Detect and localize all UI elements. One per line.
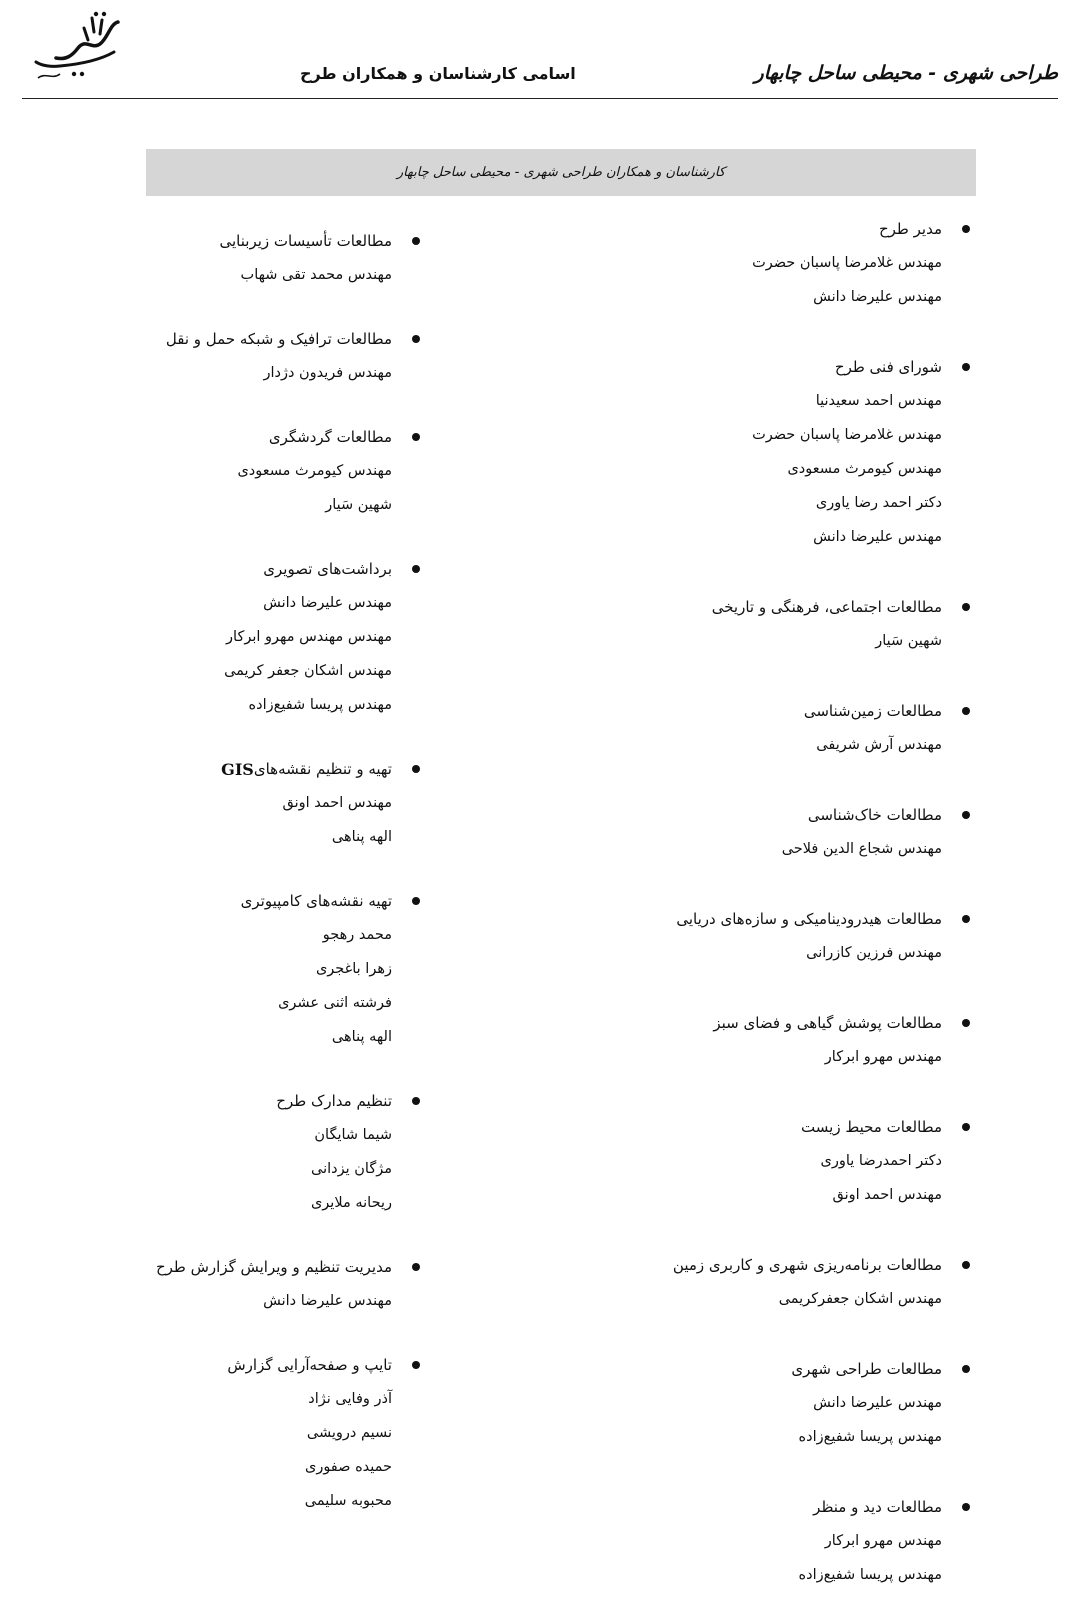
section-title (540, 212, 970, 246)
person-name: مهندس آرش شریفی (816, 737, 942, 753)
section-title-text: مطالعات طراحی شهری (791, 1360, 942, 1378)
right-column (540, 212, 970, 1592)
section-title (60, 224, 420, 258)
section-title-text: مطالعات ترافیک و شبکه حمل و نقل (165, 330, 392, 348)
person-name: آذر وفایی نژاد (308, 1391, 392, 1407)
bullet-icon (962, 603, 970, 611)
section-title (60, 752, 420, 786)
header-subtitle: اسامی کارشناسان و همکاران طرح (300, 64, 576, 83)
person-name: مهندس غلامرضا پاسبان حضرت (752, 427, 942, 443)
section (60, 884, 420, 1054)
person-name: مژگان یزدانی (311, 1161, 392, 1177)
person-name: مهندس اشکان جعفر کریمی (224, 663, 392, 679)
bullet-icon (962, 707, 970, 715)
bullet-icon (412, 433, 420, 441)
section-title (540, 694, 970, 728)
person-name: شیما شایگان (314, 1127, 392, 1143)
section (540, 350, 970, 554)
person-name: مهندس احمد سعیدنیا (815, 393, 942, 409)
section-title-text: مطالعات هیدرودینامیکی و سازه‌های دریایی (676, 910, 942, 928)
section (540, 1006, 970, 1074)
person-name: ریحانه ملایری (310, 1195, 392, 1211)
person-name: مهندس پریسا شفیع‌زاده (248, 697, 392, 713)
person-name: مهندس کیومرث مسعودی (787, 461, 942, 477)
person-name: مهندس علیرضا دانش (263, 595, 392, 611)
bullet-icon (412, 335, 420, 343)
section (60, 1348, 420, 1518)
header-title: طراحی شهری - محیطی ساحل چابهار (754, 62, 1058, 84)
person-name: مهندس علیرضا دانش (813, 1395, 942, 1411)
person-name: نسیم درویشی (306, 1425, 392, 1441)
person-name: مهندس علیرضا دانش (813, 529, 942, 545)
person-name: زهرا باغجری (315, 961, 392, 977)
bullet-icon (412, 897, 420, 905)
section-title-acronym: GIS (221, 759, 254, 779)
section-title (540, 1006, 970, 1040)
section-banner: کارشناسان و همکاران طراحی شهری - محیطی ساحل چابهار (146, 149, 976, 196)
section-title-text: شورای فنی طرح (834, 358, 942, 376)
person-name: مهندس احمد اونق (832, 1187, 942, 1203)
section-title (540, 350, 970, 384)
person-name: الهه پناهی (331, 829, 392, 845)
section (540, 212, 970, 314)
section (60, 752, 420, 854)
person-name: الهه پناهی (331, 1029, 392, 1045)
section-title (60, 420, 420, 454)
section-title-text: مطالعات زمین‌شناسی (803, 702, 942, 720)
section (540, 798, 970, 866)
bullet-icon (962, 811, 970, 819)
person-name: مهندس مهندس مهرو ابرکار (226, 629, 392, 645)
person-name: شهین سَیار (325, 497, 392, 513)
bullet-icon (412, 1361, 420, 1369)
bullet-icon (962, 1365, 970, 1373)
section-title-text: مطالعات تأسیسات زیربنایی (219, 232, 392, 250)
company-logo-icon (30, 8, 122, 88)
person-name: محبوبه سلیمی (304, 1493, 392, 1509)
section-title (540, 902, 970, 936)
bullet-icon (412, 237, 420, 245)
header-divider (22, 98, 1058, 99)
section (540, 1352, 970, 1454)
section-title-text: مدیر طرح (878, 220, 942, 238)
section (540, 694, 970, 762)
section-title (60, 552, 420, 586)
bullet-icon (962, 1123, 970, 1131)
section-title (540, 1352, 970, 1386)
section-title (540, 1110, 970, 1144)
person-name: مهندس کیومرث مسعودی (237, 463, 392, 479)
person-name: مهندس فرزین کازرانی (806, 945, 942, 961)
section (60, 224, 420, 292)
person-name: مهندس اشکان جعفرکریمی (778, 1291, 942, 1307)
person-name: مهندس فریدون دژدار (263, 365, 392, 381)
person-name: فرشته اثنی عشری (278, 995, 392, 1011)
person-name: مهندس پریسا شفیع‌زاده (798, 1429, 942, 1445)
section-title-text: مطالعات برنامه‌ریزی شهری و کاربری زمین (672, 1256, 942, 1274)
section-title (60, 1250, 420, 1284)
section-title-text: تنظیم مدارک طرح (276, 1092, 392, 1110)
section-title (540, 798, 970, 832)
section-title-text: مطالعات پوشش گیاهی و فضای سبز (713, 1014, 942, 1032)
bullet-icon (962, 1261, 970, 1269)
bullet-icon (962, 225, 970, 233)
section-title (540, 590, 970, 624)
person-name: شهین سَیار (875, 633, 942, 649)
section-title-text: مطالعات خاک‌شناسی (807, 806, 942, 824)
bullet-icon (962, 1019, 970, 1027)
person-name: مهندس پریسا شفیع‌زاده (798, 1567, 942, 1583)
section-title-text: مطالعات محیط زیست (801, 1118, 942, 1136)
section (540, 1490, 970, 1592)
person-name: محمد رهجو (322, 927, 392, 943)
section-title-text: برداشت‌های تصویری (263, 560, 392, 578)
section-title (60, 1348, 420, 1382)
section (60, 1084, 420, 1220)
person-name: مهندس مهرو ابرکار (824, 1533, 942, 1549)
bullet-icon (412, 765, 420, 773)
section (60, 420, 420, 522)
section (60, 322, 420, 390)
person-name: دکتر احمد رضا یاوری (815, 495, 942, 511)
person-name: مهندس محمد تقی شهاب (240, 267, 392, 283)
bullet-icon (412, 1097, 420, 1105)
section-title-text: تایپ و صفحه‌آرایی گزارش (227, 1356, 392, 1374)
section-title (540, 1490, 970, 1524)
left-column (60, 224, 420, 1518)
section-title (60, 1084, 420, 1118)
section (540, 590, 970, 658)
section-title-text: تهیه نقشه‌های کامپیوتری (240, 892, 392, 910)
person-name: مهندس علیرضا دانش (263, 1293, 392, 1309)
person-name: مهندس احمد اونق (282, 795, 392, 811)
section-title (60, 322, 420, 356)
section-title-text: مطالعات گردشگری (268, 428, 392, 446)
section-title-text: مطالعات دید و منظر (813, 1498, 942, 1516)
section (60, 1250, 420, 1318)
section-title-text: تهیه و تنظیم نقشه‌های (253, 760, 392, 778)
person-name: مهندس شجاع الدین فلاحی (781, 841, 942, 857)
person-name: دکتر احمدرضا یاوری (820, 1153, 942, 1169)
section-title-text: مدیریت تنظیم و ویرایش گزارش طرح (155, 1258, 392, 1276)
person-name: حمیده صفوری (304, 1459, 392, 1475)
bullet-icon (962, 915, 970, 923)
section-title-text: مطالعات اجتماعی، فرهنگی و تاریخی (711, 598, 942, 616)
person-name: مهندس مهرو ابرکار (824, 1049, 942, 1065)
person-name: مهندس غلامرضا پاسبان حضرت (752, 255, 942, 271)
person-name: مهندس علیرضا دانش (813, 289, 942, 305)
section (60, 552, 420, 722)
bullet-icon (412, 1263, 420, 1271)
section (540, 1248, 970, 1316)
section (540, 902, 970, 970)
bullet-icon (962, 1503, 970, 1511)
section-title (540, 1248, 970, 1282)
section (540, 1110, 970, 1212)
page-header (0, 0, 1080, 108)
section-title (60, 884, 420, 918)
bullet-icon (962, 363, 970, 371)
bullet-icon (412, 565, 420, 573)
